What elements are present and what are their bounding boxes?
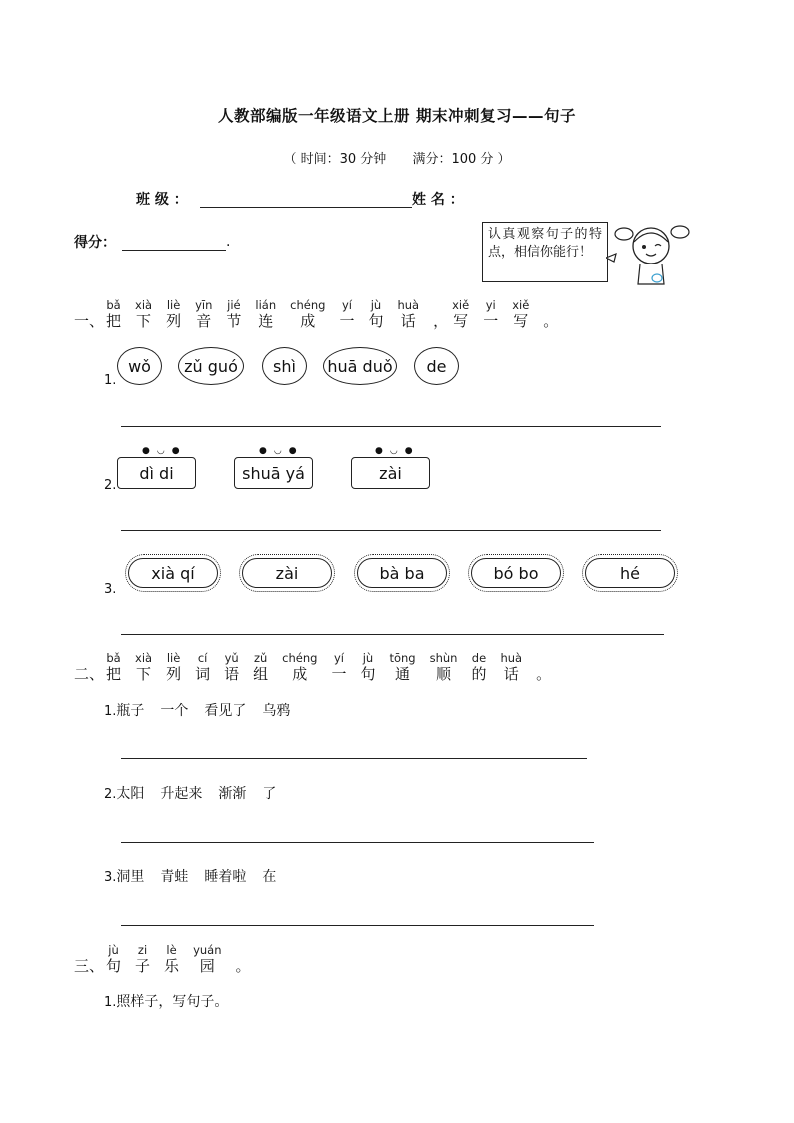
- ruby-char: liè 列: [166, 651, 182, 683]
- ruby-char: bǎ 把: [106, 298, 122, 330]
- section1-heading: [74, 299, 572, 330]
- word-group-row: [104, 783, 292, 803]
- word-list: 洞里 青蛙 睡着啦 在: [116, 869, 277, 885]
- speech-bubble: 认真观察句子的特点，相信你能行！: [482, 222, 608, 282]
- time-limit: （ 时间：30 分钟: [283, 152, 387, 167]
- ruby-char: yīn 音: [195, 298, 213, 330]
- section3-prefix: 三、: [74, 957, 105, 975]
- pinyin-box: dì di: [117, 457, 196, 489]
- instruction-text: 照样子，写句子。: [116, 994, 229, 1010]
- ruby-char: de 的: [471, 651, 487, 683]
- item-number: 3.: [104, 582, 117, 597]
- item-number: 2.: [104, 478, 117, 493]
- full-score: 满分：100 分 ）: [412, 152, 511, 167]
- ruby-char: liè 列: [166, 298, 182, 330]
- pinyin-oval: shì: [262, 347, 307, 385]
- pinyin-cloud: zài: [242, 558, 332, 588]
- ruby-char: zi 子: [135, 943, 151, 975]
- pinyin-box: shuā yá: [234, 457, 313, 489]
- pinyin-cloud: bó bo: [471, 558, 561, 588]
- ruby-char: jù 句: [360, 651, 376, 683]
- ruby-char: yí 一: [331, 651, 347, 683]
- section1-prefix: 一、: [74, 312, 105, 330]
- ruby-char: yuán 园: [193, 943, 222, 975]
- ruby-char: jié 节: [226, 298, 242, 330]
- answer-line[interactable]: [121, 925, 594, 926]
- ruby-char: huà 话: [397, 298, 420, 330]
- answer-line[interactable]: [121, 758, 587, 759]
- item-number: 1.: [104, 995, 117, 1010]
- ruby-char: shùn 顺: [429, 651, 458, 683]
- pinyin-box: zài: [351, 457, 430, 489]
- girl-mascot-icon: [606, 220, 696, 290]
- ruby-char: yi 一: [483, 298, 499, 330]
- ruby-char: tōng 通: [389, 651, 416, 683]
- ruby-char: bǎ 把: [106, 651, 122, 683]
- eyes-decoration-icon: ●◡●: [142, 446, 187, 456]
- class-label: 班 级 ：: [136, 192, 188, 208]
- ruby-char: yí 一: [339, 298, 355, 330]
- ruby-char: 。: [536, 665, 552, 683]
- ruby-char: xiě 写: [452, 298, 470, 330]
- page-subtitle: [0, 148, 794, 167]
- ruby-char: huà 话: [500, 651, 523, 683]
- section2-heading: [74, 652, 565, 683]
- pinyin-cloud: xià qí: [128, 558, 218, 588]
- pinyin-cloud: bà ba: [357, 558, 447, 588]
- pinyin-oval: zǔ guó: [178, 347, 244, 385]
- ruby-char: cí 词: [195, 651, 211, 683]
- name-label: 姓 名 ：: [412, 192, 464, 208]
- section3-heading: [74, 944, 265, 975]
- section3-item1: [104, 991, 228, 1011]
- word-list: 太阳 升起来 渐渐 了: [116, 786, 277, 802]
- ruby-char: jù 句: [106, 943, 122, 975]
- pinyin-oval: huā duǒ: [323, 347, 397, 385]
- item-number: 1.: [104, 704, 117, 719]
- eyes-decoration-icon: ●◡●: [259, 446, 304, 456]
- page-title: 人教部编版一年级语文上册 期末冲刺复习——句子: [218, 107, 576, 125]
- ruby-char: jù 句: [368, 298, 384, 330]
- score-suffix: .: [226, 234, 231, 250]
- answer-line[interactable]: [121, 634, 664, 635]
- class-input-line[interactable]: [200, 207, 412, 208]
- ruby-char: xiě 写: [512, 298, 530, 330]
- ruby-char: xià 下: [135, 651, 153, 683]
- ruby-char: 。: [543, 312, 559, 330]
- item-number: 3.: [104, 870, 117, 885]
- pinyin-oval: de: [414, 347, 459, 385]
- pinyin-oval: wǒ: [117, 347, 162, 385]
- ruby-char: zǔ 组: [253, 651, 269, 683]
- ruby-char: chéng 成: [290, 298, 326, 330]
- word-list: 瓶子 一个 看见了 乌鸦: [116, 703, 291, 719]
- section2-prefix: 二、: [74, 665, 105, 683]
- pinyin-cloud: hé: [585, 558, 675, 588]
- ruby-char: lián 连: [255, 298, 277, 330]
- answer-line[interactable]: [121, 842, 594, 843]
- score-input-line[interactable]: [122, 250, 226, 251]
- answer-line[interactable]: [121, 530, 661, 531]
- score-label: 得分：: [74, 235, 116, 251]
- eyes-decoration-icon: ●◡●: [375, 446, 420, 456]
- ruby-char: ，: [433, 312, 449, 330]
- item-number: 1.: [104, 373, 117, 388]
- ruby-char: xià 下: [135, 298, 153, 330]
- word-group-row: [104, 700, 306, 720]
- word-group-row: [104, 866, 292, 886]
- ruby-char: lè 乐: [164, 943, 180, 975]
- item-number: 2.: [104, 787, 117, 802]
- ruby-char: yǔ 语: [224, 651, 240, 683]
- ruby-char: chéng 成: [282, 651, 318, 683]
- ruby-char: 。: [235, 957, 251, 975]
- answer-line[interactable]: [121, 426, 661, 427]
